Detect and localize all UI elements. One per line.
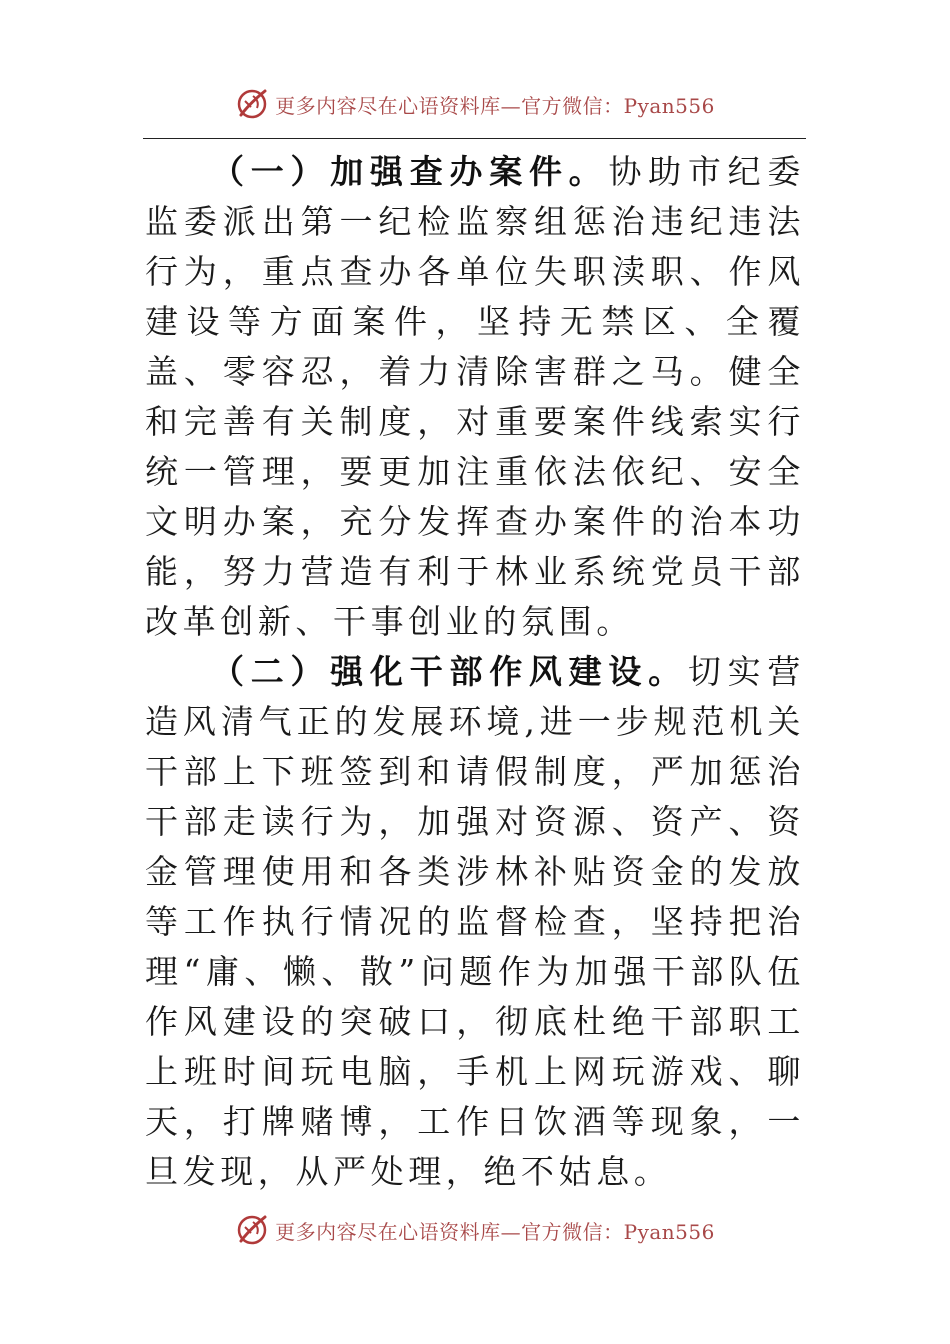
paragraph-heading: （一）加强查办案件。 [211,152,609,191]
paragraph-text: 切实营造风清气正的发展环境,进一步规范机关干部上下班签到和请假制度，严加惩治干部走读行为，加强对资源、资产、资金管理使用和各类涉林补贴资金的发放等工作执行情况的监督检查，坚持把治理“庸、懒、散”问题作为加强干部队伍作风建设的突破口，彻底杜绝干部职工上班时间玩电脑，手机上网玩游戏、聊天，打牌赌博，工作日饮酒等现象，一旦发现，从严处理，绝不姑息。 [145,652,805,1191]
quill-seal-icon [235,87,269,121]
watermark-text: 更多内容尽在心语资料库—官方微信：Pyan556 [275,93,715,118]
paragraph-1 [145,147,805,647]
document-body [145,147,805,1197]
paragraph-text: 协助市纪委监委派出第一纪检监察组惩治违纪违法行为，重点查办各单位失职渎职、作风建设等方面案件，坚持无禁区、全覆盖、零容忍，着力清除害群之马。健全和完善有关制度，对重要案件线索实行统一管理，要更加注重依法依纪、安全文明办案，充分发挥查办案件的治本功能，努力营造有利于林业系统党员干部改革创新、干事创业的氛围。 [145,152,806,641]
quill-seal-icon [235,1213,269,1247]
watermark-text: 更多内容尽在心语资料库—官方微信：Pyan556 [275,1219,715,1244]
footer-watermark [0,1208,950,1252]
paragraph-heading: （二）强化干部作风建设。 [211,652,688,691]
header-divider [143,138,806,139]
header-watermark [0,82,950,126]
paragraph-2 [145,647,805,1197]
